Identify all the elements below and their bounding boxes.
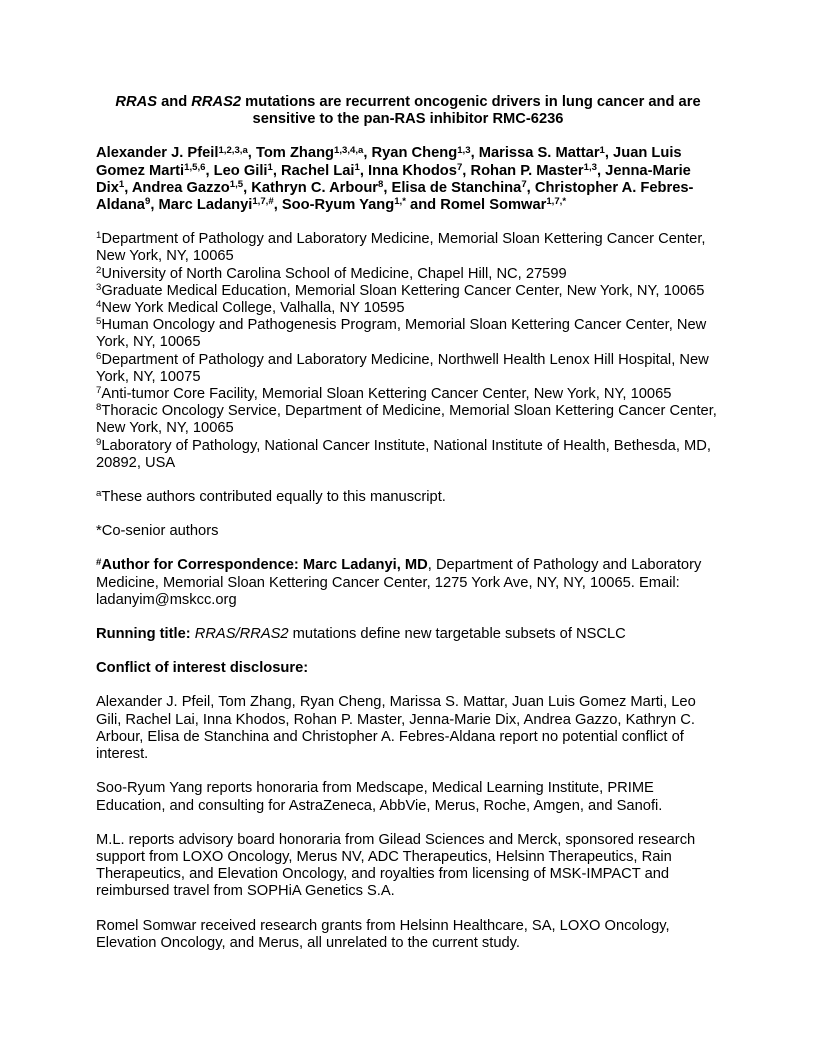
co-senior-authors-note bbox=[96, 523, 720, 540]
affiliation-entry: $^1$Department of Pathology and Laboratory Medicine, Memorial Sloan Kettering Cancer Center, New York, NY, 10065 bbox=[96, 230, 706, 265]
affiliation-entry: $^9$Laboratory of Pathology, National Cancer Institute, National Institute of Health, Bethesda, MD, 20892, USA bbox=[96, 436, 711, 471]
text-run: Alexander J. Pfeil bbox=[96, 145, 219, 162]
text-run: RRAS/RRAS2 bbox=[194, 626, 289, 643]
affiliation-entry: $^7$Anti-tumor Core Facility, Memorial Sloan Kettering Cancer Center, New York, NY, 10065 bbox=[96, 385, 672, 403]
affiliation-entry: $^6$Department of Pathology and Laboratory Medicine, Northwell Health Lenox Hill Hospital, New York, NY, 10075 bbox=[96, 350, 709, 385]
text-run: , Rachel Lai bbox=[272, 162, 355, 179]
affiliation-marker: 2 bbox=[96, 264, 102, 276]
affiliation-marker: 5 bbox=[96, 316, 102, 328]
affiliation-marker: 7 bbox=[96, 385, 102, 397]
text-run: 1 bbox=[267, 161, 273, 173]
text-run: 1,5 bbox=[229, 179, 244, 191]
text-run: , Marissa S. Mattar bbox=[470, 145, 600, 162]
text-run: RRAS bbox=[115, 94, 157, 110]
affiliation-entry: $^3$Graduate Medical Education, Memorial Sloan Kettering Cancer Center, New York, NY, 10065 bbox=[96, 282, 705, 299]
text-run: and Romel Somwar bbox=[405, 197, 547, 214]
text-run: 1,3 bbox=[457, 144, 471, 156]
running-title bbox=[96, 626, 720, 643]
coi-paragraph: Soo-Ryum Yang reports honoraria from Medscape, Medical Learning Institute, PRIME Education, and consulting for AstraZeneca, AbbVie, Merus, Roche, Amgen, and Sanofi. bbox=[96, 780, 663, 814]
text-run: 1,* bbox=[394, 196, 406, 208]
text-run: 1 bbox=[599, 144, 605, 156]
author-list bbox=[96, 145, 720, 214]
affiliation-entry: $^4$New York Medical College, Valhalla, NY 10595 bbox=[96, 299, 405, 317]
correspondence-note bbox=[96, 557, 720, 609]
text-run: *Co-senior authors bbox=[96, 523, 219, 540]
paper-title bbox=[96, 94, 720, 128]
text-run: 1 bbox=[354, 161, 360, 173]
text-run: , Tom Zhang bbox=[247, 145, 335, 162]
coi-paragraph: Alexander J. Pfeil, Tom Zhang, Ryan Cheng, Marissa S. Mattar, Juan Luis Gomez Marti, Leo Gili, Rachel Lai, Inna Khodos, Rohan P. Master, Jenna-Marie Dix, Andrea Gazzo, Kathryn C. Arbour, Elisa de Stanchina and Christopher A. Febres-Aldana report no potential conflict of interest. bbox=[96, 694, 696, 763]
coi-paragraph: Romel Somwar received research grants from Helsinn Healthcare, SA, LOXO Oncology, Elevation Oncology, and Merus, all unrelated to the current study. bbox=[96, 917, 670, 951]
text-run: , Juan Luis Gomez Marti bbox=[96, 145, 682, 179]
text-run: mutations define new targetable subsets of NSCLC bbox=[288, 626, 626, 643]
text-run: 1,3,4,a bbox=[334, 144, 364, 156]
text-run: , Elisa de Stanchina bbox=[383, 179, 522, 196]
text-run: 7 bbox=[521, 179, 527, 191]
text-run: 1,3 bbox=[583, 161, 597, 173]
text-run: 1 bbox=[118, 179, 125, 191]
affiliation-marker: 3 bbox=[96, 282, 102, 294]
text-run: mutations are recurrent oncogenic drivers in lung cancer and are sensitive to the pan-RAS inhibitor RMC-6236 bbox=[241, 94, 701, 128]
text-run: , Soo-Ryum Yang bbox=[273, 197, 395, 214]
text-run: , Department of Pathology and Laboratory Medicine, Memorial Sloan Kettering Cancer Center, 1275 York Ave, NY, NY, 10065. Email: ladanyim@mskcc.org bbox=[96, 557, 702, 608]
text-run: , Inna Khodos bbox=[359, 162, 457, 179]
text-run: These authors contributed equally to this manuscript. bbox=[101, 489, 446, 506]
affiliation-marker: 9 bbox=[96, 436, 102, 448]
text-run: , Rohan P. Master bbox=[462, 162, 584, 179]
text-run: RRAS2 bbox=[191, 94, 242, 110]
text-run: and bbox=[157, 94, 192, 110]
text-run: 1,7,* bbox=[546, 196, 567, 208]
text-run: 1,2,3,a bbox=[218, 144, 248, 156]
affiliation-entry: $^8$Thoracic Oncology Service, Department of Medicine, Memorial Sloan Kettering Cancer Center, New York, NY, 10065 bbox=[96, 402, 717, 437]
text-run: , Christopher A. Febres-Aldana bbox=[96, 179, 694, 214]
text-run: Running title: bbox=[96, 626, 195, 643]
text-run: , Ryan Cheng bbox=[363, 145, 458, 162]
coi-section bbox=[96, 694, 720, 951]
affiliation-entry: $^5$Human Oncology and Pathogenesis Program, Memorial Sloan Kettering Cancer Center, New York, NY, 10065 bbox=[96, 316, 707, 351]
coi-paragraph: M.L. reports advisory board honoraria from Gilead Sciences and Merck, sponsored research support from LOXO Oncology, Merus NV, ADC Therapeutics, Helsinn Therapeutics, Rain Therapeutics, and Elevation Oncology, and royalties from licensing of MSK-IMPACT and reimbursed travel from SOPHiA Genetics S.A. bbox=[96, 831, 696, 900]
text-run: , Jenna-Marie Dix bbox=[96, 162, 691, 196]
text-run: a bbox=[96, 488, 102, 500]
text-run: 1,7,# bbox=[252, 196, 274, 208]
affiliation-marker: 4 bbox=[96, 299, 102, 311]
affiliation-marker: 8 bbox=[96, 402, 102, 414]
text-run: 7 bbox=[456, 161, 463, 173]
text-run: # bbox=[96, 556, 102, 568]
text-run: , Marc Ladanyi bbox=[150, 197, 253, 214]
text-run: , Andrea Gazzo bbox=[124, 179, 230, 196]
text-run: , Kathryn C. Arbour bbox=[243, 179, 379, 196]
affiliation-marker: 6 bbox=[96, 350, 102, 362]
text-run: Author for Correspondence: Marc Ladanyi, MD bbox=[101, 557, 428, 574]
text-run: Conflict of interest disclosure: bbox=[96, 660, 309, 677]
text-run: 9 bbox=[144, 196, 151, 208]
coi-heading bbox=[96, 660, 720, 677]
affiliations-list bbox=[96, 231, 720, 472]
text-run: , Leo Gili bbox=[205, 162, 268, 179]
equal-contribution-note bbox=[96, 489, 720, 506]
affiliation-marker: 1 bbox=[96, 230, 102, 242]
affiliation-entry: $^2$University of North Carolina School of Medicine, Chapel Hill, NC, 27599 bbox=[96, 264, 567, 282]
text-run: 8 bbox=[378, 179, 384, 191]
text-run: 1,5,6 bbox=[184, 161, 206, 173]
